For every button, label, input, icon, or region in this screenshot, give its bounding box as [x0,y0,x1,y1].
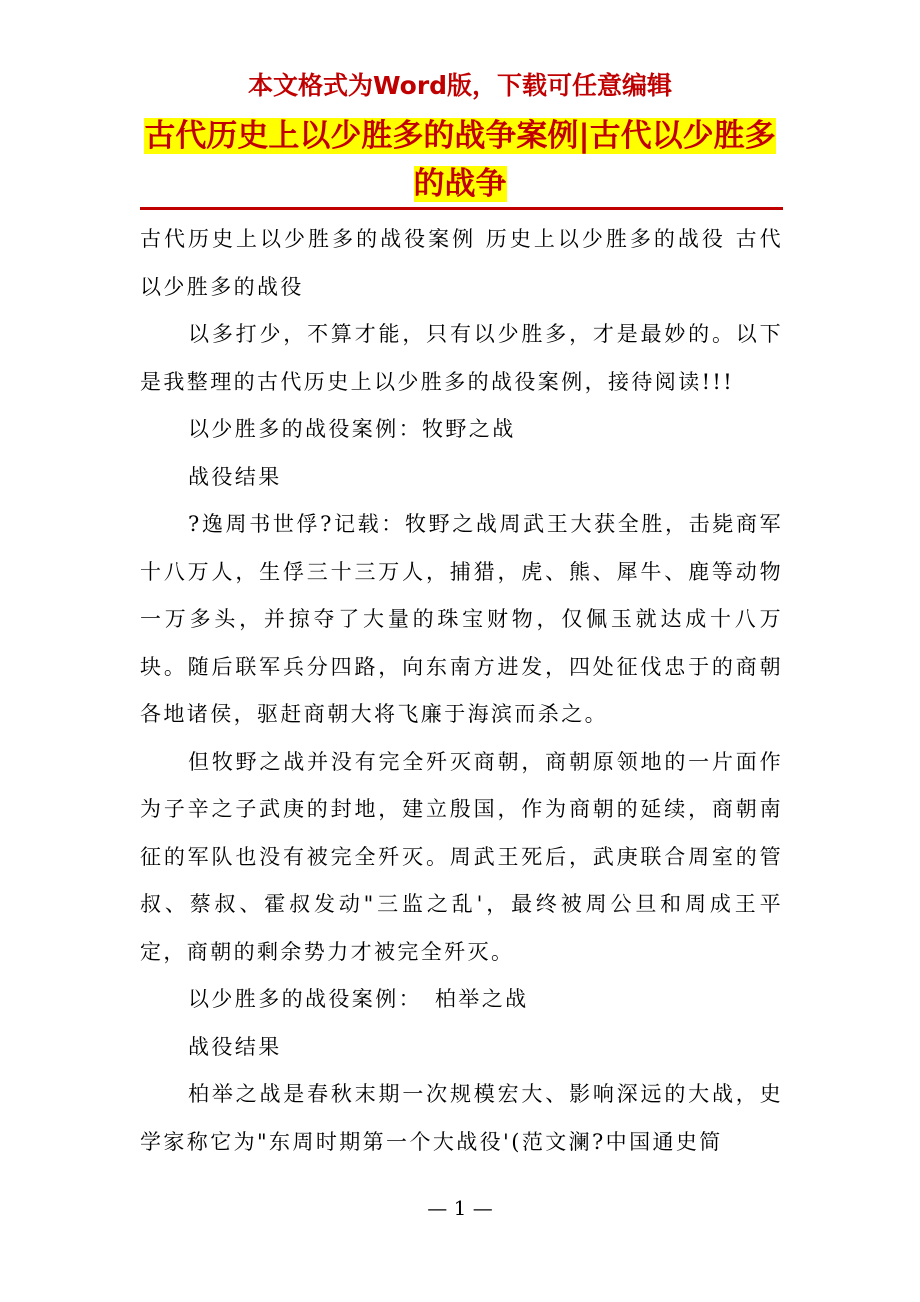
paragraph-muye-result: ?逸周书世俘?记载：牧野之战周武王大获全胜，击毙商军十八万人，生俘三十三万人，捕猎，虎、熊、犀牛、鹿等动物一万多头，并掠夺了大量的珠宝财物，仅佩玉就达成十八万块。随后联军兵分四路，向东南方进发，四处征伐忠于的商朝各地诸侯，驱赶商朝大将飞廉于海滨而杀之。 [140,512,783,726]
document-title [140,112,780,208]
document-body [140,216,783,1166]
page-number: — 1 — [427,1196,493,1220]
paragraph-boju-intro: 柏举之战是春秋末期一次规模宏大、影响深远的大战，史学家称它为"东周时期第一个大战役'(范文澜?中国通史简 [140,1082,783,1154]
subheading-result-2: 战役结果 [188,1034,282,1059]
keywords-paragraph: 古代历史上以少胜多的战役案例 历史上以少胜多的战役 古代以少胜多的战役 [140,227,783,299]
section-heading-muye: 以少胜多的战役案例：牧野之战 [188,417,516,441]
subheading-result-1: 战役结果 [188,464,282,489]
format-notice-banner: 本文格式为Word版，下载可任意编辑 [247,71,673,100]
document-title-text: 古代历史上以少胜多的战争案例|古代以少胜多的战争 [144,118,776,202]
section-heading-boju: 以少胜多的战役案例： 柏举之战 [188,987,529,1011]
paragraph-muye-aftermath: 但牧野之战并没有完全歼灭商朝，商朝原领地的一片面作为子辛之子武庚的封地，建立殷国，作为商朝的延续，商朝南征的军队也没有被完全歼灭。周武王死后，武庚联合周室的管叔、蔡叔、霍叔发动"三监之乱'，最终被周公旦和周成王平定，商朝的剩余势力才被完全歼灭。 [140,749,783,964]
title-divider [140,207,783,210]
intro-paragraph: 以多打少，不算才能，只有以少胜多，才是最妙的。以下是我整理的古代历史上以少胜多的战役案例，接待阅读!!! [140,322,783,394]
